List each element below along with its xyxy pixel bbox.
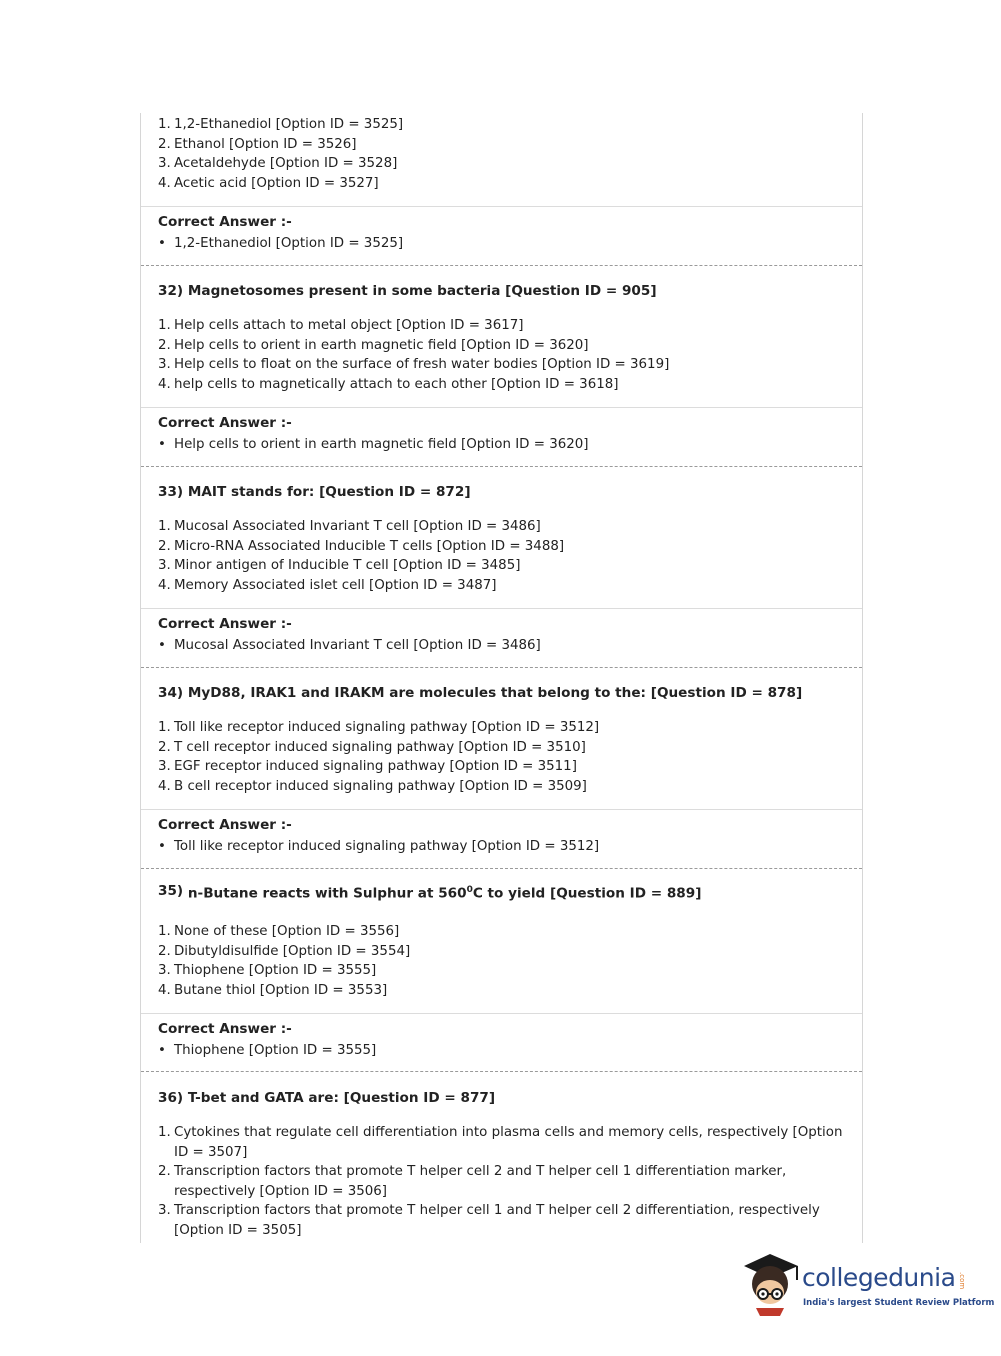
brand-name: collegedunia: [802, 1263, 956, 1292]
q31-option-2: 2. Ethanol [Option ID = 3526]: [158, 136, 357, 152]
q32-heading: 32) Magnetosomes present in some bacteria [Question ID = 905]: [158, 283, 657, 299]
q34-options: [141, 718, 862, 796]
q34-option-3: 3. EGF receptor induced signaling pathway [Option ID = 3511]: [158, 759, 577, 775]
q32-option-1: 1. Help cells attach to metal object [Option ID = 3617]: [158, 318, 524, 333]
q34-option-2: 2. T cell receptor induced signaling pathway [Option ID = 3510]: [158, 739, 586, 755]
q36-option-1: 1. Cytokines that regulate cell differentiation into plasma cells and memory cells, respectively [Option ID = 3507]: [158, 1125, 843, 1160]
q32-option-3: 3. Help cells to float on the surface of fresh water bodies [Option ID = 3619]: [158, 357, 670, 373]
question-separator: [141, 1071, 862, 1072]
q32-answer: • Help cells to orient in earth magnetic field [Option ID = 3620]: [158, 437, 589, 452]
brand-tagline: India's largest Student Review Platform: [803, 1298, 995, 1308]
q34-option-1: 1. Toll like receptor induced signaling pathway [Option ID = 3512]: [158, 720, 600, 735]
q35-option-2: 2. Dibutyldisulfide [Option ID = 3554]: [158, 943, 411, 959]
q35-option-1: 1. None of these [Option ID = 3556]: [158, 924, 400, 939]
q32-options: [141, 316, 862, 394]
question-separator: [141, 466, 862, 467]
q35-heading: 35) n-Butane reacts with Sulphur at $560^0C$ to yield [Question ID = 889]: [158, 882, 702, 902]
q36-option-3: 3. Transcription factors that promote T helper cell 1 and T helper cell 2 differentiation, respectively [Option ID = 3505]: [158, 1203, 820, 1238]
q34-heading: 34) MyD88, IRAK1 and IRAKM are molecules that belong to the: [Question ID = 878]: [158, 685, 803, 701]
q36-options: [141, 1123, 846, 1241]
q33-option-4: 4. Memory Associated islet cell [Option ID = 3487]: [158, 577, 497, 593]
q31-option-4: 4. Acetic acid [Option ID = 3527]: [158, 175, 379, 191]
question-separator: [141, 667, 862, 668]
brand-dotcom: .com: [958, 1272, 966, 1290]
q33-option-3: 3. Minor antigen of Inducible T cell [Option ID = 3485]: [158, 558, 521, 574]
q33-answer-label: Correct Answer :-: [158, 616, 292, 632]
q35-answer-label: Correct Answer :-: [158, 1021, 292, 1037]
q36-heading: 36) T-bet and GATA are: [Question ID = 877]: [158, 1090, 496, 1106]
q35-option-4: 4. Butane thiol [Option ID = 3553]: [158, 982, 388, 998]
q33-answer: • Mucosal Associated Invariant T cell [Option ID = 3486]: [158, 638, 541, 653]
divider: [141, 407, 862, 408]
question-separator: [141, 265, 862, 266]
q34-answer-label: Correct Answer :-: [158, 817, 292, 833]
q32-option-4: 4. help cells to magnetically attach to each other [Option ID = 3618]: [158, 376, 619, 392]
q34-option-4: 4. B cell receptor induced signaling pathway [Option ID = 3509]: [158, 778, 587, 794]
q31-option-3: 3. Acetaldehyde [Option ID = 3528]: [158, 156, 398, 172]
question-paper: [140, 113, 863, 1243]
q31-options: [141, 115, 862, 193]
q33-heading: 33) MAIT stands for: [Question ID = 872]: [158, 484, 471, 500]
q35-option-3: 3. Thiophene [Option ID = 3555]: [158, 963, 377, 979]
q32-option-2: 2. Help cells to orient in earth magnetic field [Option ID = 3620]: [158, 337, 589, 353]
divider: [141, 809, 862, 810]
question-separator: [141, 868, 862, 869]
divider: [141, 206, 862, 207]
divider: [141, 1013, 862, 1014]
q33-options: [141, 517, 862, 595]
q31-answer-label: Correct Answer :-: [158, 214, 292, 230]
q35-number: 35): [158, 882, 184, 899]
q31-option-1: 1. 1,2-Ethanediol [Option ID = 3525]: [158, 117, 404, 132]
q33-option-2: 2. Micro-RNA Associated Inducible T cells [Option ID = 3488]: [158, 538, 565, 554]
q35-answer: • Thiophene [Option ID = 3555]: [158, 1043, 377, 1058]
q32-answer-label: Correct Answer :-: [158, 415, 292, 431]
q35-options: [141, 922, 862, 1000]
q34-answer: • Toll like receptor induced signaling pathway [Option ID = 3512]: [158, 839, 600, 854]
divider: [141, 608, 862, 609]
q33-option-1: 1. Mucosal Associated Invariant T cell [Option ID = 3486]: [158, 519, 541, 534]
q36-option-2: 2. Transcription factors that promote T helper cell 2 and T helper cell 1 differentiation marker, respectively [Option ID = 3506]: [158, 1164, 787, 1199]
q31-answer: • 1,2-Ethanediol [Option ID = 3525]: [158, 236, 404, 251]
